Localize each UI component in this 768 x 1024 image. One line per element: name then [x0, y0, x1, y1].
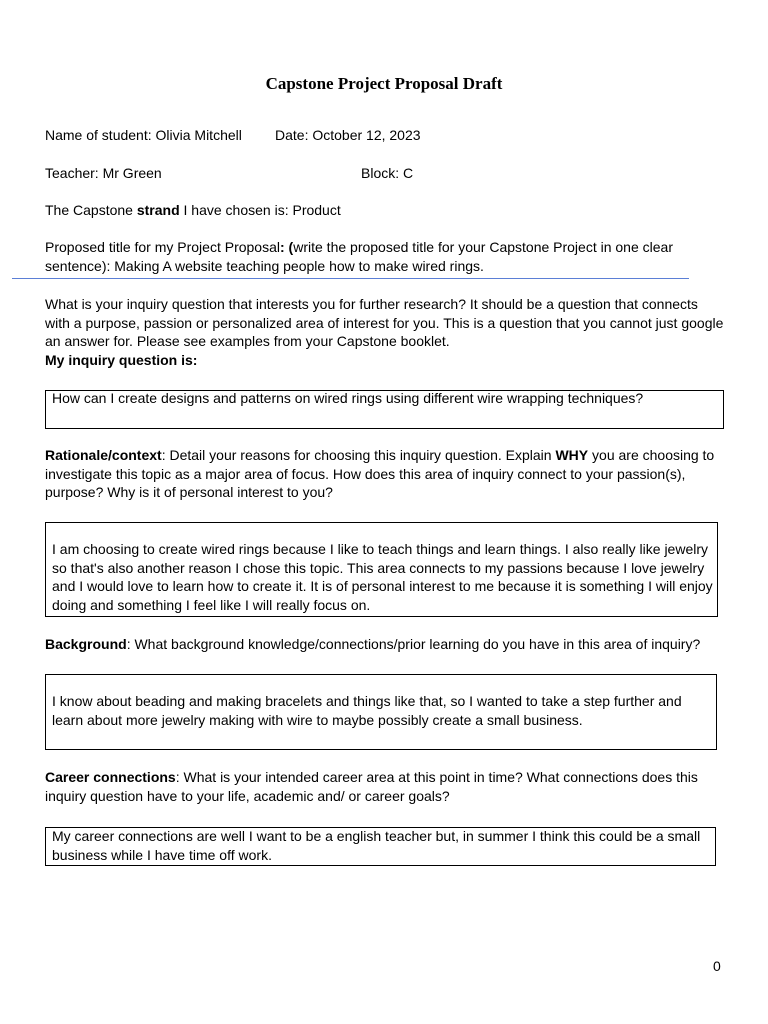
proposed-title-label: Proposed title for my Project Proposal	[45, 239, 280, 255]
rationale-why: WHY	[555, 447, 589, 463]
inquiry-prompt: What is your inquiry question that interests you for further research? It should be a question that connects with a purpose, passion or personalized area of interest for you. This is a question that you cannot just google an answer for. Please see examples from your Capstone booklet.	[45, 296, 724, 350]
background-answer: I know about beading and making bracelets and things like that, so I wanted to take a step further and learn about more jewelry making with wire to maybe possibly create a small business.	[52, 693, 682, 728]
rationale-prompt-b: you are choosing to investigate this topic as a major area of focus. How does this area of inquiry connect to your passion(s), purpose? Why is it of personal interest to you?	[45, 447, 715, 501]
student-name-value: Olivia Mitchell	[155, 127, 242, 143]
background-section	[45, 635, 700, 654]
inquiry-heading: My inquiry question is:	[45, 352, 198, 368]
strand-value: Product	[292, 202, 341, 218]
strand-prefix: The Capstone	[45, 202, 137, 218]
strand-line	[45, 201, 341, 220]
rationale-answer: I am choosing to create wired rings because I like to teach things and learn things. I also really like jewelry so that's also another reason I chose this topic. This area connects to my passions because I love jewelry and I would love to learn how to create it. It is of personal interest to me because it is something I will enjoy doing and something I feel like I will really focus on.	[52, 541, 713, 613]
career-heading: Career connections	[45, 769, 176, 785]
career-prompt: : What is your intended career area at this point in time? What connections does this inquiry question have to your life, academic and/ or career goals?	[45, 769, 698, 804]
background-prompt: : What background knowledge/connections/prior learning do you have in this area of inquiry?	[126, 636, 701, 652]
date-value: October 12, 2023	[312, 127, 421, 143]
career-section	[45, 768, 725, 805]
strand-suffix: I have chosen is:	[179, 202, 293, 218]
background-heading: Background	[45, 636, 127, 652]
block-value: C	[403, 165, 414, 181]
name-label: Name of student:	[45, 127, 156, 143]
rationale-section	[45, 446, 725, 502]
rationale-prompt-a: : Detail your reasons for choosing this inquiry question. Explain	[161, 447, 556, 463]
date-line	[275, 126, 421, 145]
rationale-heading: Rationale/context	[45, 447, 162, 463]
career-answer: My career connections are well I want to be a english teacher but, in summer I think this could be a small business while I have time off work.	[52, 828, 701, 863]
student-name-line	[45, 126, 242, 145]
proposed-title-instruction: write the proposed title for your Capstone Project in one clear sentence):	[45, 239, 673, 274]
divider-line	[12, 278, 689, 279]
teacher-line	[45, 164, 162, 183]
proposed-title-paren: (	[284, 239, 294, 255]
proposed-title-section	[45, 238, 725, 275]
teacher-label: Teacher:	[45, 165, 103, 181]
block-line	[361, 164, 413, 183]
proposed-title-colon: :	[280, 239, 285, 255]
inquiry-answer: How can I create designs and patterns on wired rings using different wire wrapping techniques?	[52, 390, 644, 406]
block-label: Block:	[361, 165, 404, 181]
page-number: 0	[713, 958, 721, 974]
strand-bold: strand	[136, 202, 180, 218]
teacher-value: Mr Green	[102, 165, 162, 181]
date-label: Date:	[275, 127, 313, 143]
document-title: Capstone Project Proposal Draft	[265, 74, 503, 93]
proposed-title-value: Making A website teaching people how to make wired rings.	[114, 257, 484, 274]
